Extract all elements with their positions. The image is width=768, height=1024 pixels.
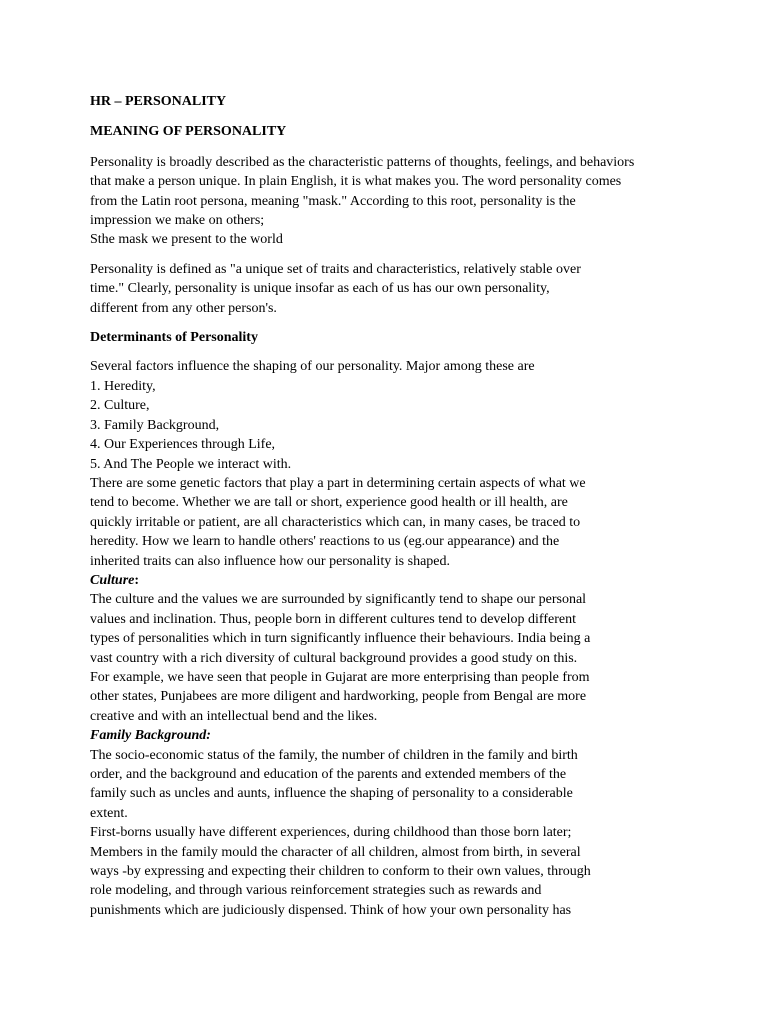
text-line: order, and the background and education of the parents and extended members of the — [90, 767, 567, 782]
text-line: family such as uncles and aunts, influence the shaping of personality to a considerable — [90, 786, 573, 802]
document-title: HR – PERSONALITY — [90, 94, 227, 109]
text-line: ways -by expressing and expecting their children to conform to their own values, through — [90, 864, 591, 880]
text-line: values and inclination. Thus, people born in different cultures tend to develop different — [90, 611, 576, 627]
culture-heading-colon: : — [134, 572, 140, 588]
meaning-paragraph-1 — [90, 153, 690, 250]
text-line: from the Latin root persona, meaning "mask." According to this root, personality is the — [90, 193, 576, 209]
text-line: types of personalities which in turn significantly influence their behaviours. India being a — [90, 631, 591, 647]
determinants-intro: Several factors influence the shaping of our personality. Major among these are — [90, 359, 535, 375]
meaning-paragraph-2 — [90, 260, 690, 318]
text-line: vast country with a rich diversity of cultural background provides a good study on this. — [90, 650, 578, 666]
culture-heading-text: Culture — [90, 572, 135, 588]
text-line: that make a person unique. In plain English, it is what makes you. The word personality comes — [90, 174, 622, 190]
text-line: heredity. How we learn to handle others' reactions to us (eg.our appearance) and the — [90, 534, 560, 550]
text-line: extent. — [90, 805, 128, 821]
text-line: different from any other person's. — [90, 300, 277, 316]
text-line: time." Clearly, personality is unique insofar as each of us has our own personality, — [90, 281, 550, 297]
text-line: Members in the family mould the character of all children, almost from birth, in several — [90, 844, 581, 860]
text-line: creative and with an intellectual bend and the likes. — [90, 708, 378, 724]
text-line: The culture and the values we are surrounded by significantly tend to shape our personal — [90, 592, 587, 608]
list-item: 5. And The People we interact with. — [90, 456, 292, 472]
list-item: 2. Culture, — [90, 398, 150, 414]
determinants-section — [90, 357, 690, 920]
text-line: Sthe mask we present to the world — [90, 232, 283, 248]
determinants-heading: Determinants of Personality — [90, 330, 258, 346]
text-line: punishments which are judiciously dispensed. Think of how your own personality has — [90, 902, 572, 918]
list-item: 4. Our Experiences through Life, — [90, 437, 276, 453]
text-line: impression we make on others; — [90, 213, 265, 229]
culture-heading — [90, 571, 690, 590]
text-line: There are some genetic factors that play a part in determining certain aspects of what we — [90, 475, 586, 491]
text-line: For example, we have seen that people in Gujarat are more enterprising than people from — [90, 669, 590, 685]
text-line: First-borns usually have different experiences, during childhood than those born later; — [90, 825, 572, 841]
text-line: quickly irritable or patient, are all characteristics which can, in many cases, be traced to — [90, 514, 581, 530]
list-item: 1. Heredity, — [90, 378, 156, 394]
list-item: 3. Family Background, — [90, 417, 220, 433]
text-line: tend to become. Whether we are tall or short, experience good health or ill health, are — [90, 495, 568, 511]
text-line: role modeling, and through various reinforcement strategies such as rewards and — [90, 883, 542, 899]
text-line: other states, Punjabees are more diligent and hardworking, people from Bengal are more — [90, 689, 587, 705]
text-line: The socio-economic status of the family, the number of children in the family and birth — [90, 747, 578, 763]
text-line: Personality is broadly described as the characteristic patterns of thoughts, feelings, and behaviors — [90, 154, 635, 170]
text-line: Personality is defined as "a unique set of traits and characteristics, relatively stable over — [90, 261, 581, 277]
text-line: inherited traits can also influence how our personality is shaped. — [90, 553, 451, 569]
family-heading: Family Background: — [90, 728, 211, 744]
document-body — [90, 92, 690, 920]
meaning-heading: MEANING OF PERSONALITY — [90, 124, 287, 140]
